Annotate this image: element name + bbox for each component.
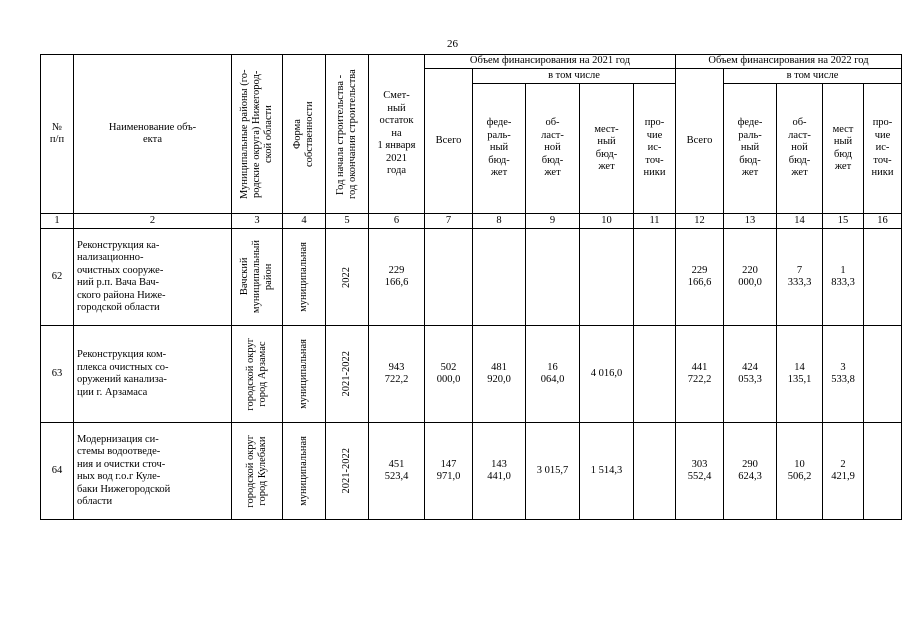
object-name: Реконструкция ка- нализационно- очистных сооруже- ний р.п. Вача Вач- ского района Ниже- городской области (74, 229, 232, 326)
local-2022: 1 833,3 (823, 229, 864, 326)
header-local-2022: мест ный бюд жет (823, 84, 864, 214)
header-regional-2022: об- ласт- ной бюд- жет (777, 84, 823, 214)
total-2021: 147 971,0 (425, 423, 473, 520)
column-number: 9 (526, 214, 580, 229)
local-2022: 3 533,8 (823, 326, 864, 423)
regional-2022: 10 506,2 (777, 423, 823, 520)
column-number: 11 (634, 214, 676, 229)
header-ownership: Форма собственности (283, 55, 326, 214)
row-num: 64 (41, 423, 74, 520)
object-name: Модернизация си- стемы водоотведе- ния и очистки сточ- ных вод г.о.г Куле- баки Нижегородской области (74, 423, 232, 520)
column-number: 12 (676, 214, 724, 229)
header-including-2022: в том числе (724, 69, 902, 84)
column-number: 8 (473, 214, 526, 229)
header-total-2021: Всего (425, 69, 473, 214)
other-2021 (634, 423, 676, 520)
header-regional-2021: об- ласт- ной бюд- жет (526, 84, 580, 214)
column-number: 1 (41, 214, 74, 229)
balance: 451 523,4 (369, 423, 425, 520)
header-including-2021: в том числе (473, 69, 676, 84)
page-number: 26 (447, 38, 458, 50)
column-number: 6 (369, 214, 425, 229)
local-2021: 4 016,0 (580, 326, 634, 423)
regional-2022: 7 333,3 (777, 229, 823, 326)
column-number: 16 (864, 214, 902, 229)
district: городской округ город Арзамас (232, 326, 283, 423)
header-num: № п/п (41, 55, 74, 214)
column-number: 10 (580, 214, 634, 229)
table-row (41, 229, 902, 326)
table-row (41, 326, 902, 423)
federal-2022: 424 053,3 (724, 326, 777, 423)
header-other-2022: про- чие ис- точ- ники (864, 84, 902, 214)
header-total-2022: Всего (676, 69, 724, 214)
column-number: 5 (326, 214, 369, 229)
column-number: 15 (823, 214, 864, 229)
total-2021 (425, 229, 473, 326)
federal-2021 (473, 229, 526, 326)
regional-2022: 14 135,1 (777, 326, 823, 423)
federal-2022: 290 624,3 (724, 423, 777, 520)
header-balance: Смет- ный остаток на 1 января 2021 года (369, 55, 425, 214)
row-num: 63 (41, 326, 74, 423)
years: 2022 (326, 229, 369, 326)
balance: 229 166,6 (369, 229, 425, 326)
ownership: муниципальная (283, 326, 326, 423)
other-2021 (634, 326, 676, 423)
other-2022 (864, 229, 902, 326)
federal-2022: 220 000,0 (724, 229, 777, 326)
column-number: 3 (232, 214, 283, 229)
district: Вачский муниципальный район (232, 229, 283, 326)
header-district: Муниципальные районы (го- родские округа) Нижегород- ской области (232, 55, 283, 214)
total-2022: 303 552,4 (676, 423, 724, 520)
column-number: 14 (777, 214, 823, 229)
federal-2021: 143 441,0 (473, 423, 526, 520)
local-2022: 2 421,9 (823, 423, 864, 520)
financing-table (40, 54, 902, 520)
column-number: 2 (74, 214, 232, 229)
other-2022 (864, 326, 902, 423)
regional-2021: 16 064,0 (526, 326, 580, 423)
district: городской округ город Кулебаки (232, 423, 283, 520)
header-years: Год начала строительства - год окончания строительства (326, 55, 369, 214)
header-local-2021: мест- ный бюд- жет (580, 84, 634, 214)
object-name: Реконструкция ком- плекса очистных со- оружений канализа- ции г. Арзамаса (74, 326, 232, 423)
header-name: Наименование объ- екта (74, 55, 232, 214)
ownership: муниципальная (283, 423, 326, 520)
local-2021: 1 514,3 (580, 423, 634, 520)
local-2021 (580, 229, 634, 326)
total-2022: 229 166,6 (676, 229, 724, 326)
header-federal-2022: феде- раль- ный бюд- жет (724, 84, 777, 214)
table-row (41, 423, 902, 520)
total-2021: 502 000,0 (425, 326, 473, 423)
total-2022: 441 722,2 (676, 326, 724, 423)
header-federal-2021: феде- раль- ный бюд- жет (473, 84, 526, 214)
years: 2021-2022 (326, 423, 369, 520)
header-fin-2022: Объем финансирования на 2022 год (676, 55, 902, 69)
regional-2021 (526, 229, 580, 326)
federal-2021: 481 920,0 (473, 326, 526, 423)
column-number: 7 (425, 214, 473, 229)
column-number: 13 (724, 214, 777, 229)
row-num: 62 (41, 229, 74, 326)
header-other-2021: про- чие ис- точ- ники (634, 84, 676, 214)
column-number: 4 (283, 214, 326, 229)
other-2021 (634, 229, 676, 326)
regional-2021: 3 015,7 (526, 423, 580, 520)
ownership: муниципальная (283, 229, 326, 326)
other-2022 (864, 423, 902, 520)
balance: 943 722,2 (369, 326, 425, 423)
years: 2021-2022 (326, 326, 369, 423)
header-fin-2021: Объем финансирования на 2021 год (425, 55, 676, 69)
